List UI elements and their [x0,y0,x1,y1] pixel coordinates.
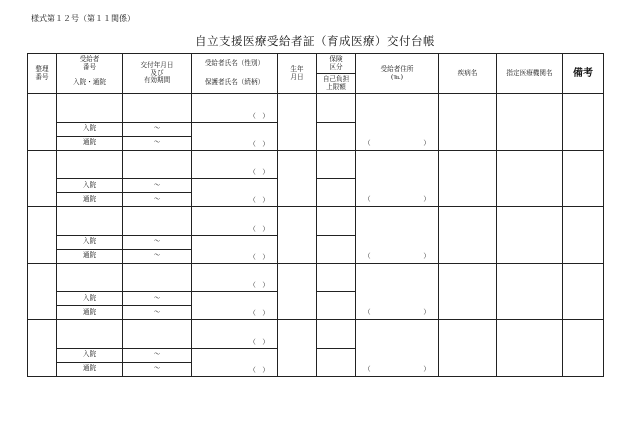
cell-nyuin-period[interactable]: ～ [123,122,192,136]
label-nyuin: 入院 [57,179,123,193]
cell-nyuin-period[interactable]: ～ [123,348,192,362]
header-nyuin-tsuin: 入院・通院 [57,74,123,94]
cell-bikou[interactable] [563,94,604,151]
cell-nyuin-period[interactable]: ～ [123,235,192,249]
cell-shippei[interactable] [439,94,497,151]
cell-hoken-kubun[interactable] [317,94,356,123]
cell-shimei-seibetsu[interactable]: （ ） [192,277,278,292]
cell-iryou-kikan[interactable] [497,263,563,320]
label-nyuin: 入院 [57,122,123,136]
cell-jiko-futan[interactable] [317,122,356,150]
cell-seinengappi[interactable] [278,207,317,264]
header-hogosha-zokugara: 保護者氏名（続柄） [192,74,278,94]
cell-shippei[interactable] [439,320,497,377]
page-title: 自立支援医療受給者証（育成医療）交付台帳 [195,34,435,48]
header-iryou-kikan: 指定医療機関名 [497,54,563,94]
cell-jiko-futan[interactable] [317,179,356,207]
cell-jiko-futan[interactable] [317,348,356,376]
header-seiri-bangou: 整理 番号 [28,54,57,94]
cell-juusho[interactable]: （ ） [356,207,439,264]
cell-tsuin-period[interactable]: ～ [123,306,192,320]
cell-tsuin-period[interactable]: ～ [123,193,192,207]
cell-jukyusha-bangou[interactable] [57,94,123,123]
cell-hoken-kubun[interactable] [317,150,356,179]
cell-hogosha-zokugara[interactable]: （ ） [192,348,278,376]
cell-nyuin-period[interactable]: ～ [123,179,192,193]
cell-tsuin-period[interactable]: ～ [123,136,192,150]
cell-seiri-bangou[interactable] [28,320,57,377]
cell-shimei-seibetsu[interactable]: （ ） [192,164,278,179]
header-shippei: 疾病名 [439,54,497,94]
label-tsuin: 通院 [57,362,123,376]
cell-jukyusha-bangou[interactable] [57,263,123,292]
cell-koufu-date[interactable] [123,94,192,123]
cell-koufu-date[interactable] [123,320,192,349]
label-nyuin: 入院 [57,292,123,306]
label-tsuin: 通院 [57,306,123,320]
cell-hoken-kubun[interactable] [317,207,356,236]
cell-jukyusha-bangou[interactable] [57,320,123,349]
cell-bikou[interactable] [563,320,604,377]
header-seinengappi: 生年 月日 [278,54,317,94]
cell-tsuin-period[interactable]: ～ [123,249,192,263]
cell-juusho[interactable]: （ ） [356,94,439,151]
cell-seiri-bangou[interactable] [28,94,57,151]
cell-seiri-bangou[interactable] [28,207,57,264]
header-shimei-seibetsu: 受給者氏名（性別） [192,54,278,74]
header-koufu-date: 交付年月日 及び 有効期間 [123,54,192,94]
cell-shimei-upper[interactable] [192,263,278,277]
cell-shimei-upper[interactable] [192,320,278,334]
cell-seinengappi[interactable] [278,320,317,377]
cell-jukyusha-bangou[interactable] [57,150,123,179]
cell-hogosha-zokugara[interactable]: （ ） [192,235,278,263]
ledger-body [27,93,604,377]
cell-shippei[interactable] [439,207,497,264]
cell-bikou[interactable] [563,150,604,207]
cell-koufu-date[interactable] [123,263,192,292]
label-tsuin: 通院 [57,249,123,263]
label-nyuin: 入院 [57,235,123,249]
cell-shimei-upper[interactable] [192,150,278,164]
cell-nyuin-period[interactable]: ～ [123,292,192,306]
cell-tsuin-period[interactable]: ～ [123,362,192,376]
cell-shippei[interactable] [439,150,497,207]
header-jiko-futan: 自己負担 上限額 [317,74,356,94]
label-nyuin: 入院 [57,348,123,362]
cell-seiri-bangou[interactable] [28,263,57,320]
cell-koufu-date[interactable] [123,150,192,179]
cell-shimei-upper[interactable] [192,94,278,108]
cell-shimei-seibetsu[interactable]: （ ） [192,221,278,236]
header-jukyusha: 受給者 番号 [57,54,123,74]
cell-hoken-kubun[interactable] [317,263,356,292]
cell-hogosha-zokugara[interactable]: （ ） [192,292,278,320]
cell-hogosha-zokugara[interactable]: （ ） [192,179,278,207]
ledger-table [27,53,604,94]
cell-iryou-kikan[interactable] [497,94,563,151]
label-tsuin: 通院 [57,136,123,150]
cell-shimei-seibetsu[interactable]: （ ） [192,108,278,123]
form-number: 様式第１２号（第１１関係） [31,14,135,23]
cell-seiri-bangou[interactable] [28,150,57,207]
cell-juusho[interactable]: （ ） [356,263,439,320]
cell-seinengappi[interactable] [278,150,317,207]
cell-seinengappi[interactable] [278,94,317,151]
cell-juusho[interactable]: （ ） [356,150,439,207]
label-tsuin: 通院 [57,193,123,207]
cell-iryou-kikan[interactable] [497,207,563,264]
cell-jiko-futan[interactable] [317,235,356,263]
cell-koufu-date[interactable] [123,207,192,236]
cell-bikou[interactable] [563,207,604,264]
cell-hogosha-zokugara[interactable]: （ ） [192,122,278,150]
header-hoken-kubun: 保険 区分 [317,54,356,74]
cell-iryou-kikan[interactable] [497,150,563,207]
cell-jiko-futan[interactable] [317,292,356,320]
cell-seinengappi[interactable] [278,263,317,320]
cell-iryou-kikan[interactable] [497,320,563,377]
header-bikou: 備考 [563,54,604,94]
cell-hoken-kubun[interactable] [317,320,356,349]
cell-shimei-upper[interactable] [192,207,278,221]
cell-bikou[interactable] [563,263,604,320]
cell-shimei-seibetsu[interactable]: （ ） [192,334,278,349]
cell-shippei[interactable] [439,263,497,320]
cell-jukyusha-bangou[interactable] [57,207,123,236]
cell-juusho[interactable]: （ ） [356,320,439,377]
header-juusho: 受給者住所 (℡) [356,54,439,94]
